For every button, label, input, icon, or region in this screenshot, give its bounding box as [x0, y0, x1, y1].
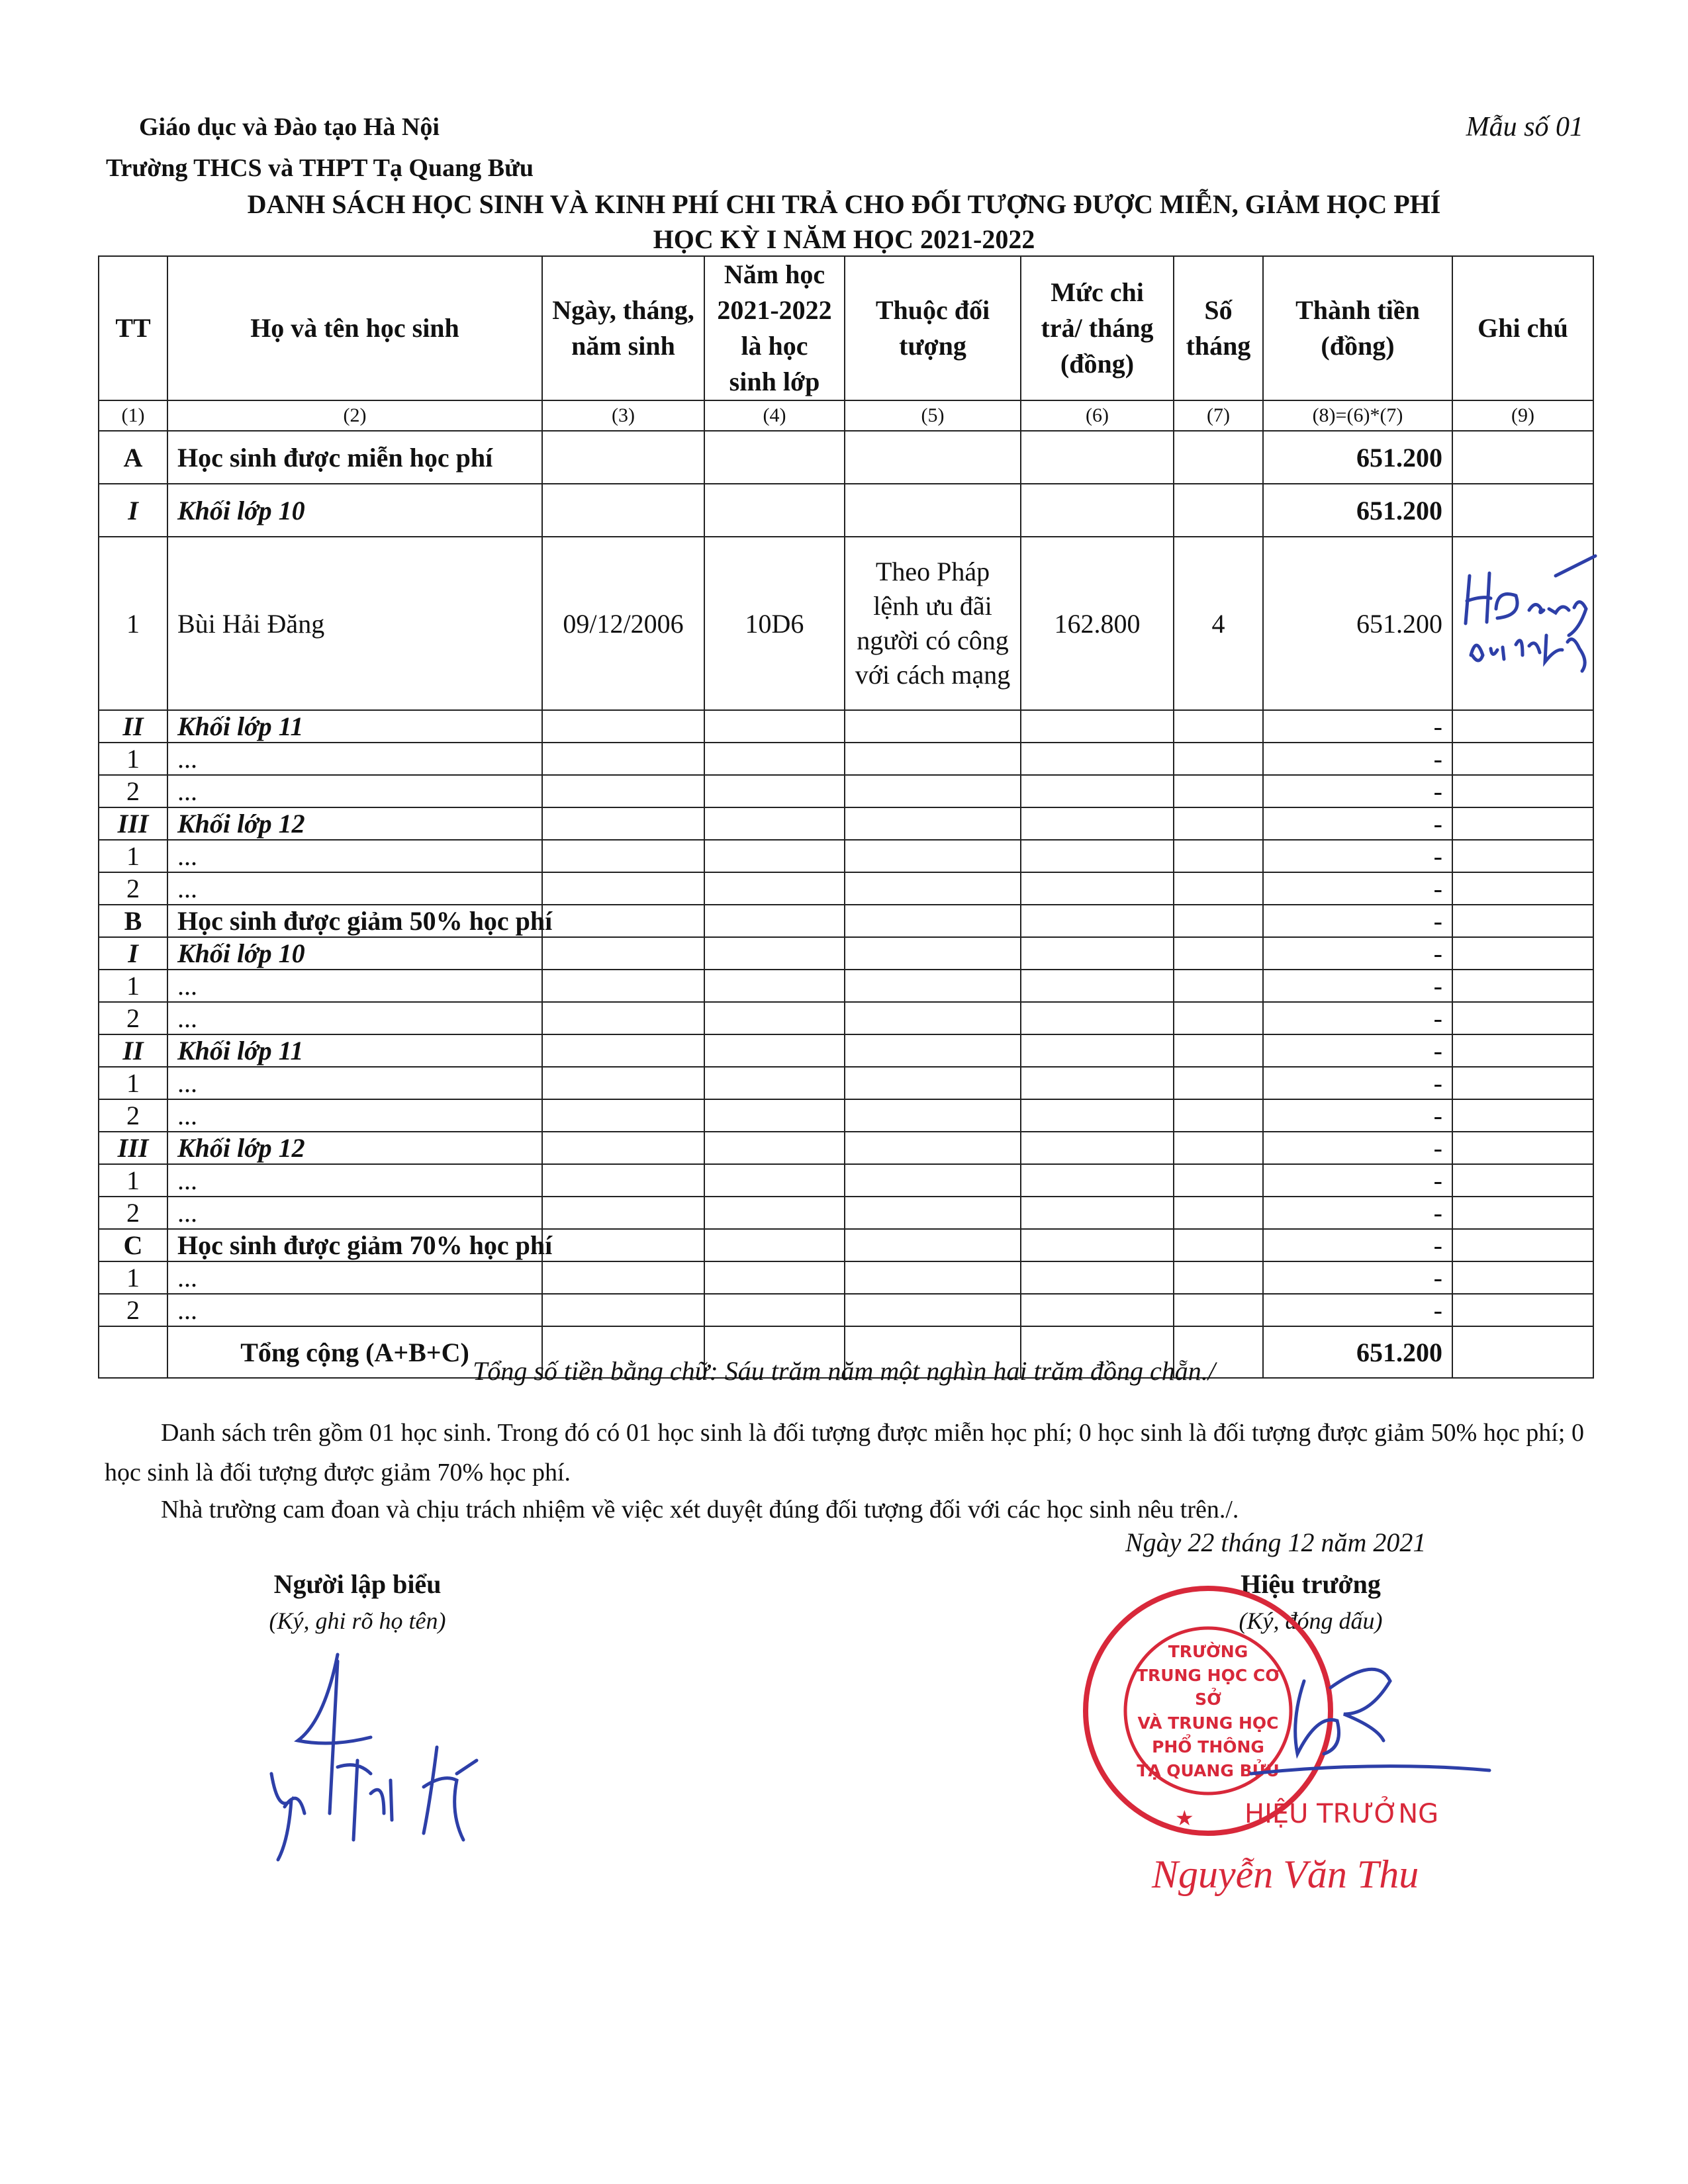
document-subtitle: HỌC KỲ I NĂM HỌC 2021-2022: [653, 224, 1035, 254]
principal-note: (Ký, đóng dấu): [1239, 1608, 1383, 1634]
preparer-title: Người lập biểu: [273, 1569, 442, 1599]
row-number: 2: [99, 775, 167, 807]
group-name: Khối lớp 12: [167, 807, 542, 840]
student-category: Theo Pháp lệnh ưu đãi người có công với cách mạng: [845, 537, 1021, 710]
placeholder-row: [99, 840, 1593, 872]
row-number: 1: [99, 840, 167, 872]
group-code: I: [99, 937, 167, 970]
row-amount: -: [1263, 872, 1452, 905]
row-amount: -: [1263, 1164, 1452, 1197]
row-ellipsis: ...: [167, 1197, 542, 1229]
stamp-text: TRƯỜNG TRUNG HỌC CƠ SỞ VÀ TRUNG HỌC PHỔ THÔNG TẠ QUANG BỬU: [1136, 1642, 1280, 1780]
group-name: Khối lớp 12: [167, 1132, 542, 1164]
row-ellipsis: ...: [167, 775, 542, 807]
group-code: III: [99, 1132, 167, 1164]
row-amount: -: [1263, 775, 1452, 807]
row-ellipsis: ...: [167, 1002, 542, 1034]
placeholder-row: [99, 1002, 1593, 1034]
group-row: [99, 937, 1593, 970]
row-number: 2: [99, 872, 167, 905]
section-row: [99, 1229, 1593, 1261]
col-index: (4): [704, 400, 845, 431]
placeholder-row: [99, 743, 1593, 775]
student-amount: 651.200: [1263, 537, 1452, 710]
student-number: 1: [99, 537, 167, 710]
col-header: TT: [99, 256, 167, 400]
col-header: Số tháng: [1174, 256, 1263, 400]
row-ellipsis: ...: [167, 840, 542, 872]
section-amount: 651.200: [1263, 431, 1452, 484]
row-number: 1: [99, 743, 167, 775]
group-amount: -: [1263, 807, 1452, 840]
group-name: Khối lớp 10: [167, 937, 542, 970]
row-ellipsis: ...: [167, 1164, 542, 1197]
group-name: Khối lớp 11: [167, 1034, 542, 1067]
placeholder-row: [99, 970, 1593, 1002]
group-name: Khối lớp 11: [167, 710, 542, 743]
principal-signature: [1244, 1641, 1503, 1800]
placeholder-row: [99, 775, 1593, 807]
col-index: (1): [99, 400, 167, 431]
section-amount: -: [1263, 1229, 1452, 1261]
col-index: (6): [1021, 400, 1174, 431]
row-number: 2: [99, 1197, 167, 1229]
commitment-paragraph: Nhà trường cam đoan và chịu trách nhiệm về việc xét duyệt đúng đối tượng đối với các học sinh nêu trên./.: [161, 1496, 1239, 1524]
group-name: Khối lớp 10: [167, 484, 542, 537]
form-number: Mẫu số 01: [1466, 112, 1583, 142]
group-row: [99, 1034, 1593, 1067]
placeholder-row: [99, 1294, 1593, 1326]
placeholder-row: [99, 1067, 1593, 1099]
group-amount: 651.200: [1263, 484, 1452, 537]
row-ellipsis: ...: [167, 970, 542, 1002]
col-header: Thành tiền (đồng): [1263, 256, 1452, 400]
document-title: DANH SÁCH HỌC SINH VÀ KINH PHÍ CHI TRẢ CHO ĐỐI TƯỢNG ĐƯỢC MIỄN, GIẢM HỌC PHÍ: [247, 189, 1441, 219]
preparer-note: (Ký, ghi rõ họ tên): [269, 1608, 446, 1634]
student-signature: [1456, 549, 1602, 675]
group-code: II: [99, 1034, 167, 1067]
placeholder-row: [99, 872, 1593, 905]
total-amount: 651.200: [1263, 1326, 1452, 1378]
group-amount: -: [1263, 1034, 1452, 1067]
student-dob: 09/12/2006: [542, 537, 704, 710]
group-code: I: [99, 484, 167, 537]
row-amount: -: [1263, 1294, 1452, 1326]
summary-paragraph: Danh sách trên gồm 01 học sinh. Trong đó có 01 học sinh là đối tượng được miễn học phí; 0 học sinh là đối tượng được giảm 50% học phí; 0 học sinh là đối tượng được giảm 70% học phí.: [105, 1419, 1584, 1486]
section-name: Học sinh được giảm 50% học phí: [167, 905, 542, 937]
group-row: [99, 710, 1593, 743]
col-header: Năm học 2021-2022 là học sinh lớp: [704, 256, 845, 400]
row-amount: -: [1263, 1197, 1452, 1229]
group-code: II: [99, 710, 167, 743]
placeholder-row: [99, 1099, 1593, 1132]
row-ellipsis: ...: [167, 872, 542, 905]
row-number: 2: [99, 1099, 167, 1132]
student-rate: 162.800: [1021, 537, 1174, 710]
principal-title: Hiệu trưởng: [1241, 1569, 1381, 1599]
student-class: 10D6: [704, 537, 845, 710]
row-amount: -: [1263, 1099, 1452, 1132]
group-row: [99, 807, 1593, 840]
student-months: 4: [1174, 537, 1263, 710]
col-header: Mức chi trả/ tháng (đồng): [1021, 256, 1174, 400]
amount-in-words: Tổng số tiền bằng chữ: Sáu trăm năm một nghìn hai trăm đồng chẵn./: [473, 1356, 1215, 1386]
fee-table: [98, 255, 1594, 1379]
student-row: [99, 537, 1593, 710]
col-header: Ghi chú: [1452, 256, 1593, 400]
col-header: Họ và tên học sinh: [167, 256, 542, 400]
group-code: III: [99, 807, 167, 840]
section-amount: -: [1263, 905, 1452, 937]
column-index-row: [99, 400, 1593, 431]
section-row: [99, 905, 1593, 937]
row-number: 1: [99, 970, 167, 1002]
section-code: A: [99, 431, 167, 484]
row-amount: -: [1263, 1261, 1452, 1294]
row-number: 1: [99, 1164, 167, 1197]
school-name: Trường THCS và THPT Tạ Quang Bửu: [106, 154, 534, 182]
col-index: (3): [542, 400, 704, 431]
group-row: [99, 484, 1593, 537]
row-amount: -: [1263, 970, 1452, 1002]
section-code: C: [99, 1229, 167, 1261]
row-ellipsis: ...: [167, 1294, 542, 1326]
section-row: [99, 431, 1593, 484]
preparer-signature: [258, 1641, 496, 1880]
col-index: (5): [845, 400, 1021, 431]
row-ellipsis: ...: [167, 743, 542, 775]
row-number: 2: [99, 1002, 167, 1034]
section-name: Học sinh được miễn học phí: [167, 431, 542, 484]
department-name: Giáo dục và Đào tạo Hà Nội: [139, 113, 440, 141]
row-amount: -: [1263, 840, 1452, 872]
student-name: Bùi Hải Đăng: [167, 537, 542, 710]
row-ellipsis: ...: [167, 1099, 542, 1132]
row-ellipsis: ...: [167, 1067, 542, 1099]
col-header: Ngày, tháng, năm sinh: [542, 256, 704, 400]
principal-role-stamp: HIỆU TRƯỞNG: [1244, 1799, 1439, 1829]
row-number: 1: [99, 1067, 167, 1099]
row-amount: -: [1263, 1002, 1452, 1034]
row-amount: -: [1263, 1067, 1452, 1099]
group-amount: -: [1263, 1132, 1452, 1164]
row-ellipsis: ...: [167, 1261, 542, 1294]
placeholder-row: [99, 1261, 1593, 1294]
col-index: (7): [1174, 400, 1263, 431]
group-amount: -: [1263, 937, 1452, 970]
placeholder-row: [99, 1164, 1593, 1197]
section-name: Học sinh được giảm 70% học phí: [167, 1229, 542, 1261]
group-row: [99, 1132, 1593, 1164]
row-number: 2: [99, 1294, 167, 1326]
signing-date: Ngày 22 tháng 12 năm 2021: [1125, 1527, 1427, 1557]
svg-text:★: ★: [1175, 1805, 1194, 1831]
row-amount: -: [1263, 743, 1452, 775]
col-header: Thuộc đối tượng: [845, 256, 1021, 400]
col-index: (2): [167, 400, 542, 431]
section-code: B: [99, 905, 167, 937]
row-number: 1: [99, 1261, 167, 1294]
principal-name-stamp: Nguyễn Văn Thu: [1152, 1852, 1419, 1896]
col-index: (9): [1452, 400, 1593, 431]
placeholder-row: [99, 1197, 1593, 1229]
table-header-row: [99, 256, 1593, 400]
total-label: Tổng cộng (A+B+C): [167, 1326, 542, 1378]
col-index: (8)=(6)*(7): [1263, 400, 1452, 431]
group-amount: -: [1263, 710, 1452, 743]
